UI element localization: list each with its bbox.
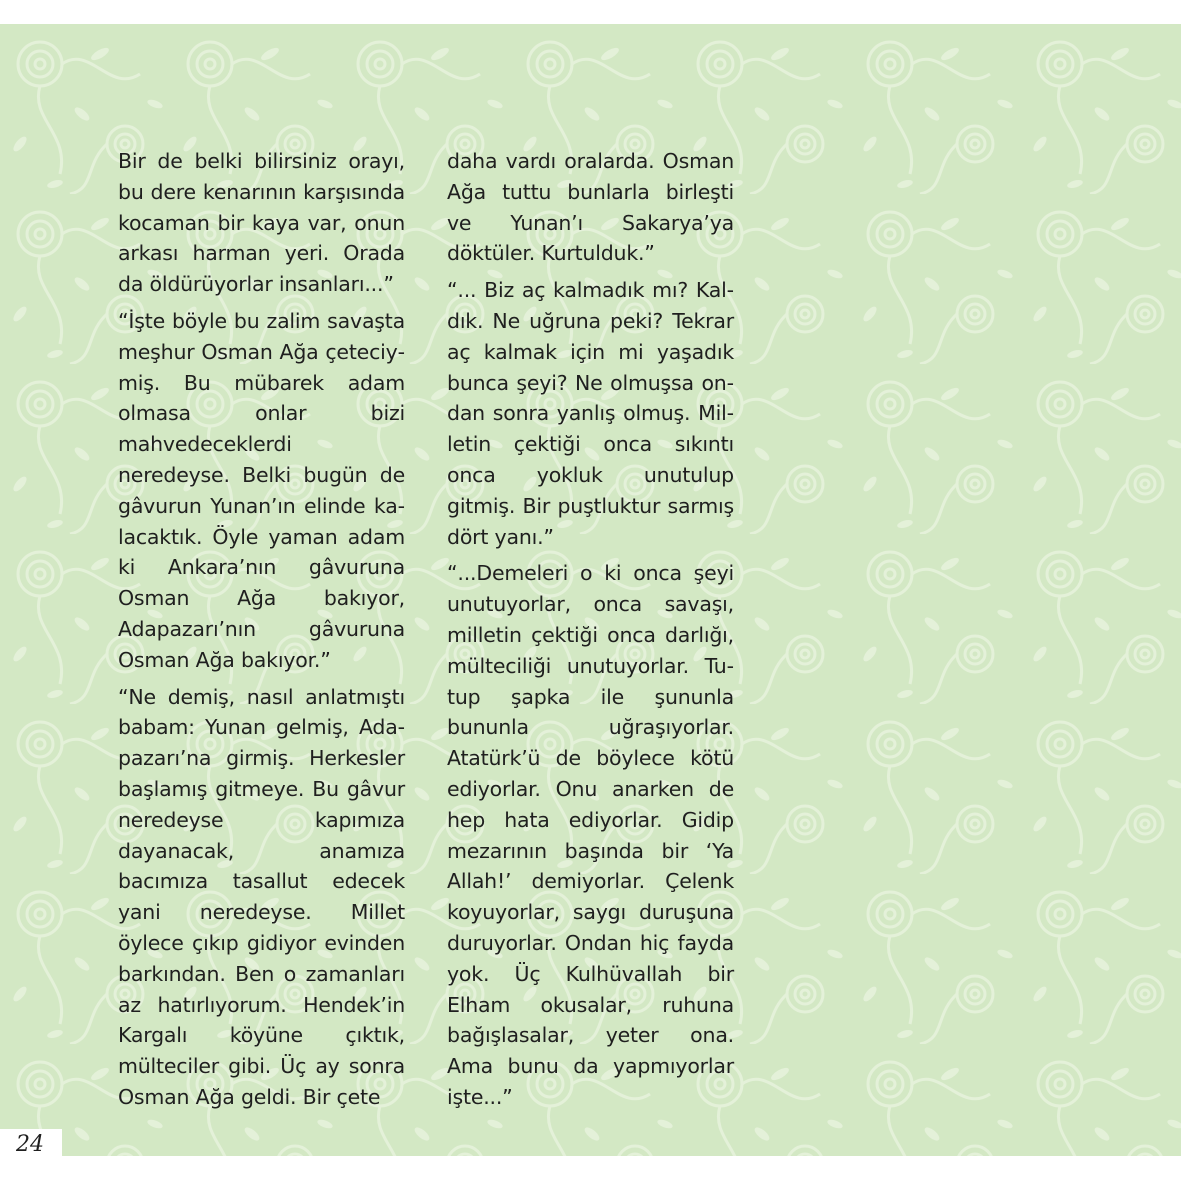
paragraph: “... Biz aç kalmadık mı? Kaldık. Ne uğruna peki? Tekrar aç kalmak için mi yaşadık bunca şeyi? Ne olmuşsa ondan sonra yanlış olmuş. Milletin çektiği onca sıkıntı onca yokluk unutulup gitmiş. Bir puştluktur sarmış dört yanı.” — [447, 278, 734, 549]
paragraph: Bir de belki bilirsiniz orayı, bu dere kenarının karşısında kocaman bir kaya var, onun arkası harman yeri. Orada da öldürüyorlar insanları...” — [118, 149, 405, 297]
paragraph: “Ne demiş, nasıl anlatmıştı babam: Yunan gelmiş, Adapazarı’na girmiş. Herkesler başlamış gitmeye. Bu gâvur neredeyse kapımıza dayanacak, anamıza bacımıza tasallut edecek yani neredeyse. Millet öylece çıkıp gidiyor evinden barkından. Ben o zamanları az hatırlıyorum. Hendek’in Kargalı köyüne çıktık, mülteciler gibi. Üç ay sonra Osman Ağa geldi. Bir çete — [118, 684, 405, 1109]
paragraph: “...Demeleri o ki onca şeyi unutuyorlar, onca savaşı, milletin çektiği onca darlığı, mülteciliği unutuyorlar. Tutup şapka ile şununla bununla uğraşıyorlar. Atatürk’ü de böylece kötü ediyorlar. Onu anarken de hep hata ediyorlar. Gidip mezarının başında bir ‘Ya Allah!’ demiyorlar. Çelenk koyuyorlar, saygı duruşuna duruyorlar. Ondan hiç fayda yok. Üç Kulhüvallah bir Elham okusalar, ruhuna bağışlasalar, yeter ona. Ama bunu da yapmıyorlar işte...” — [447, 561, 734, 1109]
book-page — [0, 24, 1181, 1156]
text-column-right — [447, 146, 734, 1119]
page-number: 24 — [0, 1129, 62, 1161]
paragraph: daha vardı oralarda. Osman Ağa tuttu bunlarla birleşti ve Yunan’ı Sakarya’ya döktüler. Kurtulduk.” — [447, 149, 734, 266]
text-column-left — [118, 146, 405, 1119]
paragraph: “İşte böyle bu zalim savaşta meşhur Osman Ağa çeteciymiş. Bu mübarek adam olmasa onlar bizi mahvedeceklerdi neredeyse. Belki bugün de gâvurun Yunan’ın elinde kalacaktık. Öyle yaman adam ki Ankara’nın gâvuruna Osman Ağa bakıyor, Adapazarı’nın gâvuruna Osman Ağa bakıyor.” — [118, 308, 405, 672]
